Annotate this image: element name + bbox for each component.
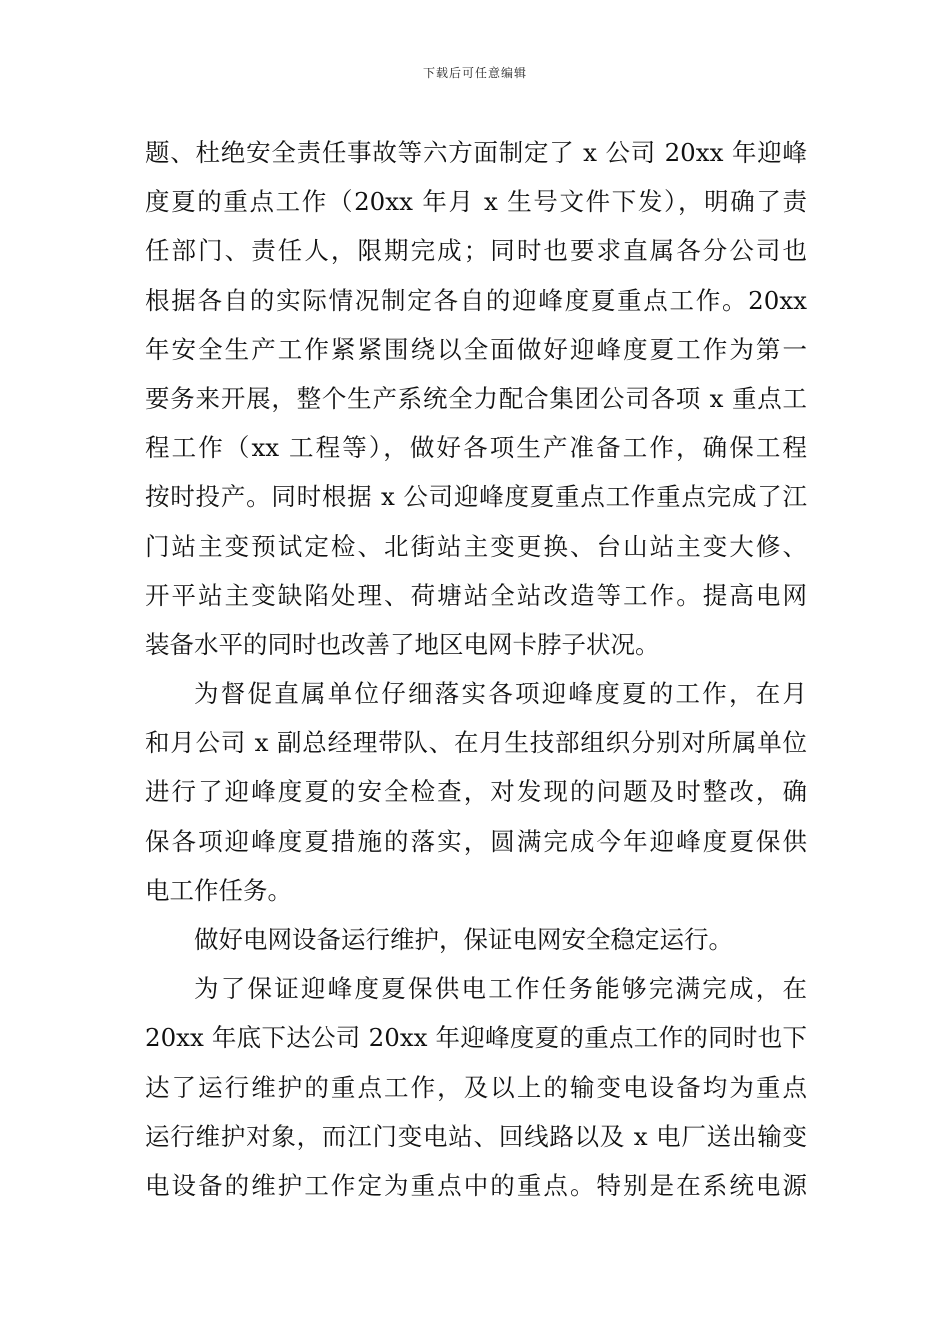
text-line: 电工作任务。 (145, 875, 292, 905)
text-line: 任部门、责任人，限期完成；同时也要求直属各分公司也 (145, 236, 807, 266)
paragraph (145, 915, 807, 964)
text-line: 20xx 年底下达公司 20xx 年迎峰度夏的重点工作的同时也下 (145, 1023, 807, 1053)
text-line: 度夏的重点工作（20xx 年月 x 生号文件下发），明确了责 (145, 187, 807, 217)
text-line: 题、杜绝安全责任事故等六方面制定了 x 公司 20xx 年迎峰 (145, 138, 807, 167)
text-line: 运行维护对象，而江门变电站、回线路以及 x 电厂送出输变 (145, 1121, 807, 1151)
paragraph (145, 669, 807, 915)
text-line: 开平站主变缺陷处理、荷塘站全站改造等工作。提高电网 (145, 580, 807, 610)
text-line: 进行了迎峰度夏的安全检查，对发现的问题及时整改，确 (145, 777, 807, 807)
paragraph (145, 128, 807, 669)
text-line: 根据各自的实际情况制定各自的迎峰度夏重点工作。20xx (145, 285, 807, 315)
text-line: 电设备的维护工作定为重点中的重点。特别是在系统电源 (145, 1170, 807, 1200)
text-line: 做好电网设备运行维护，保证电网安全稳定运行。 (194, 925, 733, 954)
paragraph (145, 964, 807, 1210)
text-line: 达了运行维护的重点工作，及以上的输变电设备均为重点 (145, 1072, 807, 1102)
text-line: 要务来开展，整个生产系统全力配合集团公司各项 x 重点工 (145, 383, 807, 413)
text-line: 为了保证迎峰度夏保供电工作任务能够完满完成，在 (194, 974, 807, 1004)
text-line: 为督促直属单位仔细落实各项迎峰度夏的工作，在月 (194, 679, 807, 709)
text-line: 和月公司 x 副总经理带队、在月生技部组织分别对所属单位 (145, 728, 807, 758)
text-line: 装备水平的同时也改善了地区电网卡脖子状况。 (145, 629, 660, 659)
document-body (145, 128, 807, 1210)
text-line: 程工作（xx 工程等），做好各项生产准备工作，确保工程 (145, 433, 807, 463)
text-line: 门站主变预试定检、北街站主变更换、台山站主变大修、 (145, 531, 807, 561)
text-line: 保各项迎峰度夏措施的落实，圆满完成今年迎峰度夏保供 (145, 826, 807, 856)
text-line: 按时投产。同时根据 x 公司迎峰度夏重点工作重点完成了江 (145, 482, 807, 512)
page-header: 下载后可任意编辑 (422, 66, 527, 80)
text-line: 年安全生产工作紧紧围绕以全面做好迎峰度夏工作为第一 (145, 334, 807, 364)
